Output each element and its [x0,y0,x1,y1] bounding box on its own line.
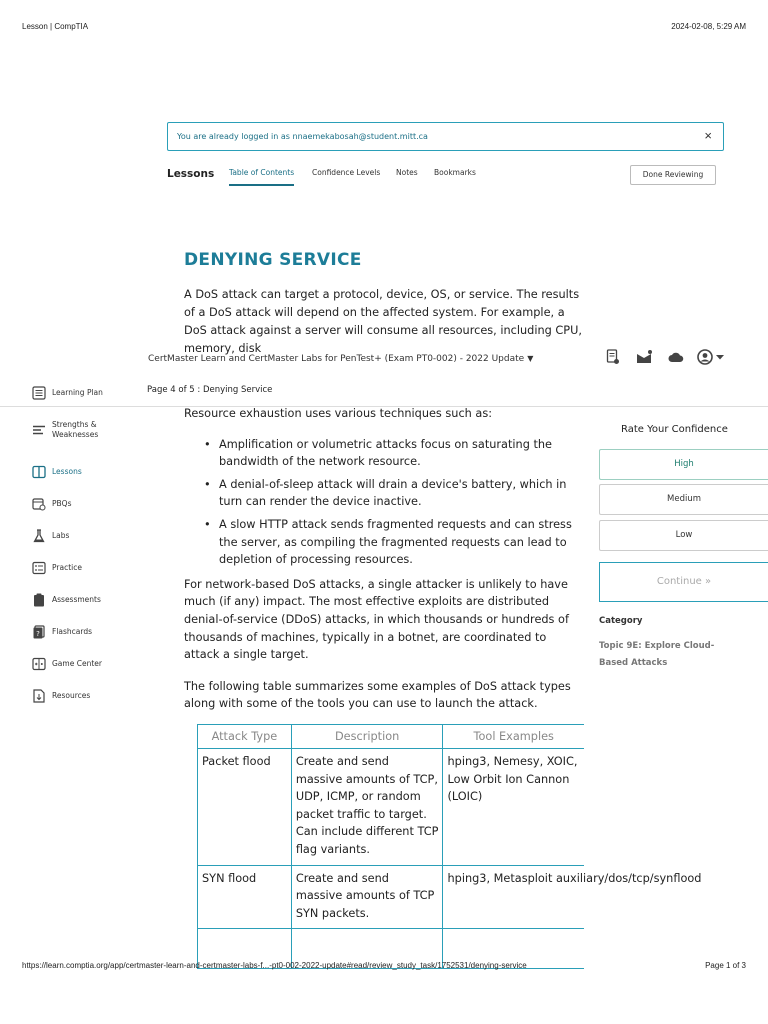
intro-paragraph: A DoS attack can target a protocol, device, OS, or service. The results of a DoS attack will depend on the affected system. For example, a DoS attack against a server will consume all resources, including CPU, memory, disk [184,288,582,355]
learning-plan-icon [32,386,46,400]
dos-attack-table [197,724,702,969]
sidebar-item-label: Lessons [52,467,82,476]
confidence-high-button[interactable]: High [599,449,768,480]
assessments-icon [32,593,46,607]
table-cell: Create and send massive amounts of TCP, UDP, ICMP, or random packet traffic to target. Can include different TCP flag variants. [291,749,443,866]
continue-button[interactable]: Continue » [599,562,768,602]
print-page-number: Page 1 of 3 [705,961,746,970]
column-header: Tool Examples [443,725,584,749]
section-heading: DENYING SERVICE [184,250,362,270]
confidence-medium-button[interactable]: Medium [599,484,768,515]
strengths-icon [32,423,46,437]
pbqs-icon [32,497,46,511]
table-cell: Create and send massive amounts of TCP SYN packets. [291,865,443,929]
sidebar-item-assessments[interactable] [32,590,142,614]
tab-notes[interactable]: Notes [396,168,418,177]
account-menu[interactable] [696,349,728,367]
category-label: Category [599,616,643,626]
sidebar-item-label: Assessments [52,595,101,604]
sidebar-item-label: Flashcards [52,627,92,636]
confidence-low-button[interactable]: Low [599,520,768,551]
tab-bookmarks[interactable]: Bookmarks [434,168,476,177]
sidebar-item-pbqs[interactable] [32,494,142,518]
table-cell: Packet flood [198,749,292,866]
alert-message: You are already logged in as nnaemekabosah@student.mitt.ca [177,132,428,141]
lesson-content [184,405,584,713]
cloud-icon[interactable] [668,349,686,367]
messages-icon[interactable] [636,349,654,367]
lesson-nav [167,165,724,187]
list-item: • A slow HTTP attack sends fragmented requests and can stress the server, as compiling the fragmented requests can lead to depletion of processing resources. [204,516,584,569]
sidebar-item-label: Practice [52,563,82,572]
table-cell: hping3, Nemesy, XOIC, Low Orbit Ion Cannon (LOIC) [443,749,584,866]
paragraph: The following table summarizes some examples of DoS attack types along with some of the tools you can use to launch the attack. [184,679,571,711]
notes-icon[interactable] [606,349,624,367]
resources-icon [32,689,46,703]
sidebar-item-lessons[interactable] [32,462,142,486]
game-center-icon [32,657,46,671]
course-title: CertMaster Learn and CertMaster Labs for PenTest+ (Exam PT0-002) - 2022 Update [148,354,525,364]
column-header: Attack Type [198,725,292,749]
sidebar-item-game-center[interactable] [32,654,142,678]
paragraph: Resource exhaustion uses various techniques such as: [184,407,493,420]
chevron-down-icon: ▼ [527,354,534,363]
login-alert [167,122,724,151]
category-link[interactable]: Topic 9E: Explore Cloud-Based Attacks [599,641,715,668]
page-url: https://learn.comptia.org/app/certmaster-learn-and-certmaster-labs-f...-pt0-002-2022-update#read/review_study_task/1752531/denying-service [22,961,527,970]
practice-icon [32,561,46,575]
sidebar-item-learning-plan[interactable] [32,383,142,407]
sidebar-item-strengths-weaknesses[interactable] [32,420,142,444]
sidebar-item-resources[interactable] [32,686,142,710]
column-header: Description [291,725,443,749]
dos-table-wrap [197,724,702,942]
svg-text:?: ? [36,630,40,638]
sidebar-item-label: Resources [52,691,91,700]
lessons-title: Lessons [167,168,215,180]
sidebar-item-label: Learning Plan [52,388,103,397]
sidebar-item-label: Labs [52,531,70,540]
close-icon[interactable]: × [704,128,712,143]
table-header-row [198,725,585,749]
course-bar [0,346,768,374]
print-datetime: 2024-02-08, 5:29 AM [671,22,746,31]
flashcards-icon [32,625,46,639]
confidence-title: Rate Your Confidence [621,424,728,435]
page-indicator: Page 4 of 5 : Denying Service [147,385,273,395]
sidebar-item-label: Game Center [52,659,102,668]
tab-confidence-levels[interactable]: Confidence Levels [312,168,381,177]
done-reviewing-button[interactable]: Done Reviewing [630,165,716,185]
sidebar-item-labs[interactable] [32,526,142,550]
sidebar-item-label: Strengths & Weaknesses [52,420,99,439]
table-cell: hping3, Metasploit auxiliary/dos/tcp/synflood [443,865,584,929]
sidebar-item-flashcards[interactable] [32,622,142,646]
print-title: Lesson | CompTIA [22,22,89,31]
table-row [198,865,585,929]
tab-table-of-contents[interactable]: Table of Contents [229,168,295,177]
paragraph: For network-based DoS attacks, a single attacker is unlikely to have much (if any) impact. The most effective exploits are distributed denial-of-service (DDoS) attacks, in which thousands or hundreds of thousands of machines, typically in a botnet, are coordinated to attack a single target. [184,577,569,662]
sidebar-item-practice[interactable] [32,558,142,582]
sidebar-item-label: PBQs [52,499,72,508]
technique-list [184,436,584,569]
course-selector[interactable] [148,354,533,364]
labs-icon [32,529,46,543]
list-item: • Amplification or volumetric attacks focus on saturating the bandwidth of the network resource. [204,436,584,471]
lessons-icon [32,465,46,479]
table-row [198,749,585,866]
table-cell: SYN flood [198,865,292,929]
list-item: • A denial-of-sleep attack will drain a device's battery, which in turn can render the device inactive. [204,476,584,511]
